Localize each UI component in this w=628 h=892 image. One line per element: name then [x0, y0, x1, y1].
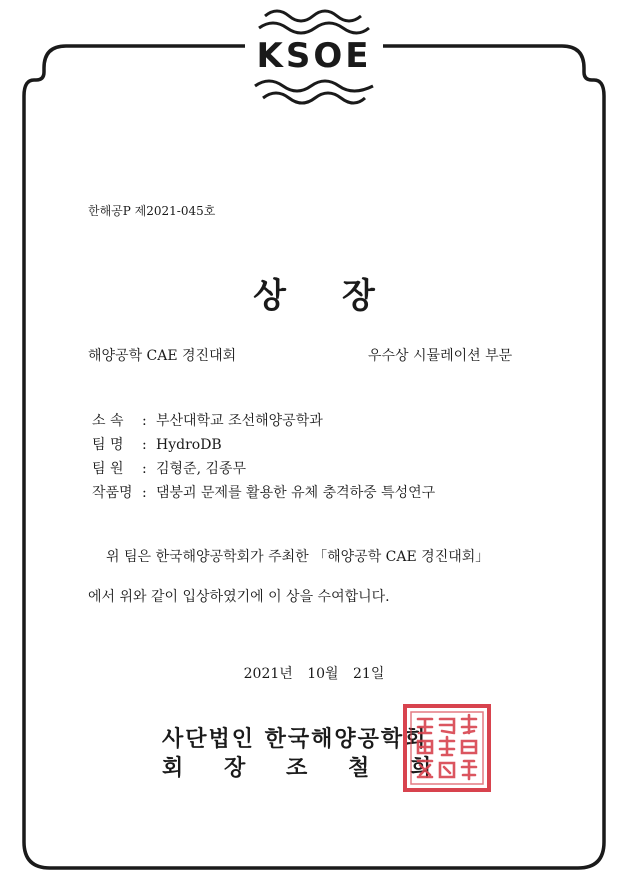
title-char: 상	[253, 276, 286, 316]
field-label: 작품명	[92, 485, 133, 501]
certificate-title	[0, 268, 628, 317]
field-label: 팀 원	[92, 461, 124, 477]
field-row-members	[92, 457, 435, 481]
field-label: 팀 명	[92, 437, 124, 453]
field-label: 소 속	[92, 413, 124, 429]
award-category: 우수상 시뮬레이션 부문	[368, 348, 513, 364]
president-char: 철	[348, 756, 370, 781]
field-separator: :	[142, 413, 147, 429]
issuing-organization: 사단법인 한국해양공학회	[162, 727, 428, 752]
field-separator: :	[142, 485, 147, 501]
issue-date: 2021년 10월 21일	[243, 666, 385, 682]
ksoe-logo	[245, 2, 383, 110]
field-separator: :	[142, 461, 147, 477]
title-char: 장	[342, 276, 375, 316]
president-char: 조	[286, 756, 308, 781]
citation-text	[88, 545, 489, 609]
president-char: 희	[410, 756, 432, 781]
field-row-work-title	[92, 481, 435, 505]
document-number: 한해공P 제2021-045호	[88, 204, 216, 218]
field-separator: :	[142, 437, 147, 453]
field-value: 김형준, 김종무	[156, 461, 247, 477]
logo-text: KSOE	[256, 36, 372, 76]
official-seal-icon	[402, 703, 492, 793]
field-value: HydroDB	[156, 437, 222, 453]
citation-line: 위 팀은 한국해양공학회가 주최한 「해양공학 CAE 경진대회」	[106, 549, 490, 565]
president-char: 장	[224, 756, 246, 781]
president-char: 회	[162, 756, 184, 781]
citation-line: 에서 위와 같이 입상하였기에 이 상을 수여합니다.	[88, 589, 390, 605]
field-value: 댐붕괴 문제를 활용한 유체 충격하중 특성연구	[156, 485, 436, 501]
field-row-affiliation	[92, 409, 435, 433]
field-value: 부산대학교 조선해양공학과	[156, 413, 323, 429]
field-row-team-name	[92, 433, 435, 457]
contest-name: 해양공학 CAE 경진대회	[88, 348, 237, 364]
team-details	[92, 409, 435, 505]
